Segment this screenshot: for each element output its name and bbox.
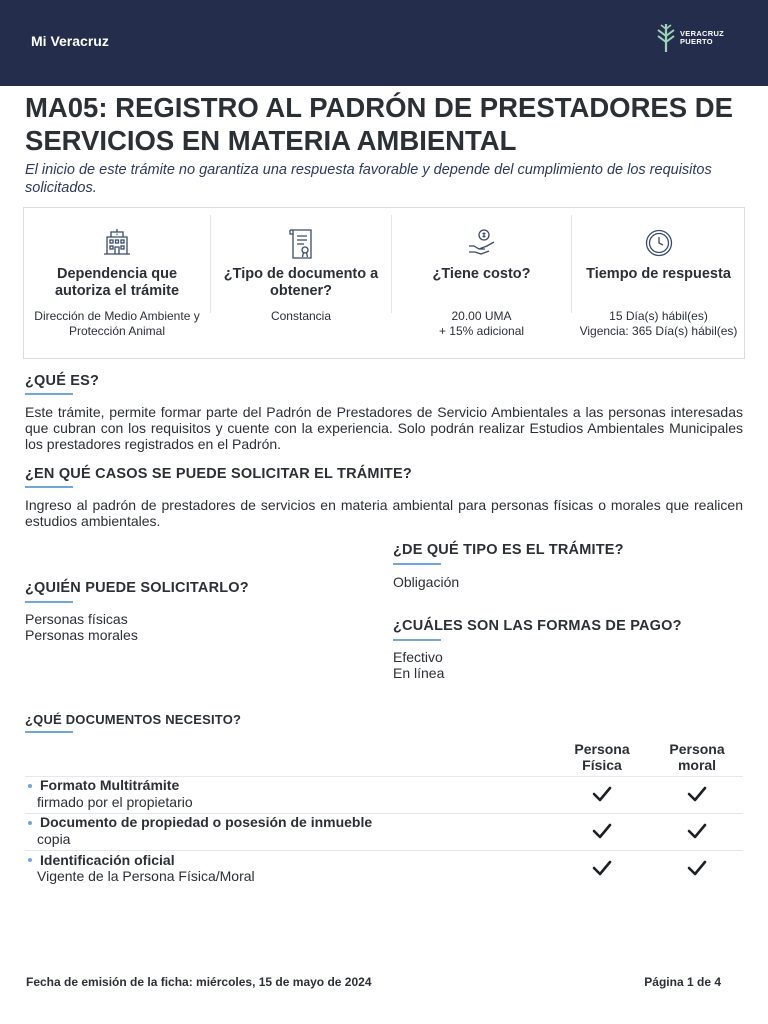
notice-text: El inicio de este trámite no garantiza una respuesta favorable y depende del cumplimiento de los requisitos solicitados. xyxy=(25,162,712,196)
section-heading-documentos: ¿QUÉ DOCUMENTOS NECESITO? xyxy=(25,712,242,727)
summary-title: ¿Tiene costo? xyxy=(432,266,531,282)
quien-value: Personas físicas xyxy=(25,611,128,627)
page-number: Página 1 de 4 xyxy=(644,975,721,989)
column-header-persona-fisica: Persona Física xyxy=(574,741,630,773)
document-name: Identificación oficial xyxy=(40,852,175,868)
bullet-icon xyxy=(28,858,32,862)
summary-value: 15 Día(s) hábil(es) Vigencia: 365 Día(s) hábil(es) xyxy=(579,309,738,338)
bullet-icon xyxy=(28,784,32,788)
check-icon xyxy=(686,785,708,803)
issue-date: Fecha de emisión de la ficha: miércoles, 15 de mayo de 2024 xyxy=(26,975,372,989)
section-heading-casos: ¿EN QUÉ CASOS SE PUEDE SOLICITAR EL TRÁMITE? xyxy=(25,466,412,482)
logo-emblem-icon xyxy=(655,22,677,54)
pago-value: En línea xyxy=(393,665,445,681)
pago-value: Efectivo xyxy=(393,649,443,665)
summary-box xyxy=(23,207,745,359)
summary-title: Tiempo de respuesta xyxy=(586,266,731,282)
document-name: Formato Multitrámite xyxy=(40,777,180,793)
summary-tipo-documento xyxy=(210,215,391,323)
summary-value: 20.00 UMA + 15% adicional xyxy=(438,309,525,338)
document-note: Vigente de la Persona Física/Moral xyxy=(37,868,255,884)
summary-tiempo xyxy=(571,215,745,338)
heading-underline xyxy=(25,731,73,733)
check-icon xyxy=(591,785,613,803)
que-es-text: Este trámite, permite formar parte del Padrón de Prestadores de Servicio Ambientales a las personas interesadas que cubran con los requisitos y cuente con la experiencia. Solo podrán realizar Estudios Ambientales Municipales los prestadores registrados en el Padrón. xyxy=(25,404,743,452)
row-divider xyxy=(25,850,743,851)
summary-title: ¿Tipo de documento a obtener? xyxy=(223,266,379,299)
heading-underline xyxy=(393,639,441,641)
document-note: copia xyxy=(37,831,71,847)
section-heading-que-es: ¿QUÉ ES? xyxy=(25,373,100,389)
document-note: firmado por el propietario xyxy=(37,794,193,810)
veracruz-puerto-logo[interactable] xyxy=(655,22,745,56)
check-icon xyxy=(686,859,708,877)
quien-value: Personas morales xyxy=(25,627,138,643)
column-header-persona-moral: Persona moral xyxy=(669,741,725,773)
page-title: MA05: REGISTRO AL PADRÓN DE PRESTADORES DE SERVICIOS EN MATERIA AMBIENTAL xyxy=(25,92,733,156)
top-bar xyxy=(0,0,768,86)
check-icon xyxy=(686,822,708,840)
check-icon xyxy=(591,859,613,877)
heading-underline xyxy=(25,601,73,603)
heading-underline xyxy=(25,486,73,488)
building-icon xyxy=(102,228,132,256)
summary-title: Dependencia que autoriza el trámite xyxy=(54,266,180,299)
summary-costo xyxy=(391,215,571,338)
bullet-icon xyxy=(28,821,32,825)
section-heading-pago: ¿CUÁLES SON LAS FORMAS DE PAGO? xyxy=(393,618,682,634)
section-heading-quien: ¿QUIÉN PUEDE SOLICITARLO? xyxy=(25,580,249,596)
casos-text: Ingreso al padrón de prestadores de servicios en materia ambiental para personas físicas o morales que realicen estudios ambientales. xyxy=(25,497,743,529)
summary-value: Constancia xyxy=(270,309,332,323)
section-heading-tipo: ¿DE QUÉ TIPO ES EL TRÁMITE? xyxy=(393,542,624,558)
document-name: Documento de propiedad o posesión de inmueble xyxy=(40,814,373,830)
clock-icon xyxy=(644,228,674,258)
document-certificate-icon xyxy=(287,228,315,260)
heading-underline xyxy=(25,393,73,395)
summary-value: Dirección de Medio Ambiente y Protección Animal xyxy=(34,309,200,338)
heading-underline xyxy=(393,563,441,565)
brand-link[interactable]: Mi Veracruz xyxy=(31,33,109,49)
check-icon xyxy=(591,822,613,840)
logo-text: VERACRUZ PUERTO xyxy=(680,29,725,46)
hand-coin-icon xyxy=(467,228,497,256)
tipo-value: Obligación xyxy=(393,574,460,590)
summary-dependencia xyxy=(24,215,210,338)
